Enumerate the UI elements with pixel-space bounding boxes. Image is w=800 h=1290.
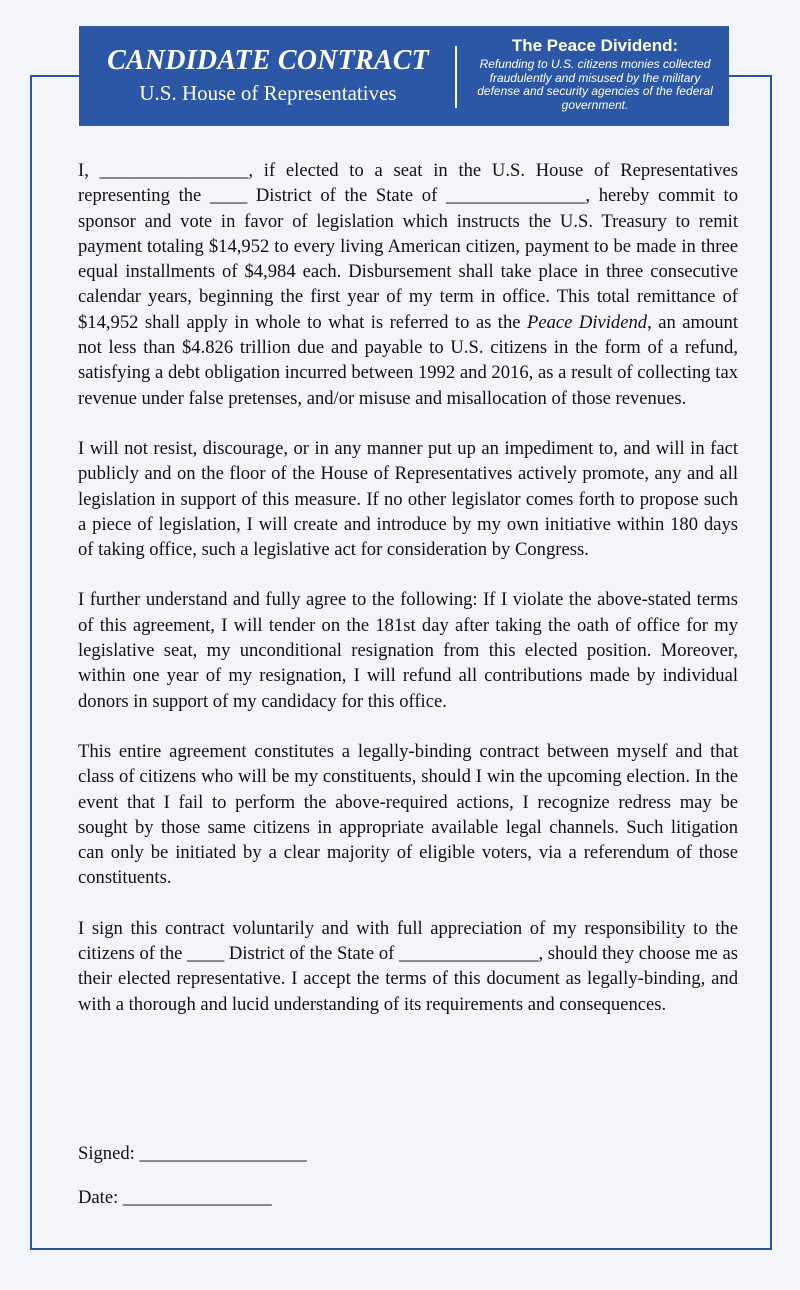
contract-paragraph-5: I sign this contract voluntarily and with full appreciation of my responsibility to the citizens of the ____ District of the State of _______________, should they choose me as their elected representative. I accept the terms of this document as legally-binding, and with a thorough and lucid understanding of its requirements and consequences. — [78, 917, 738, 1015]
header-banner — [79, 26, 729, 126]
date-label: Date: — [78, 1187, 119, 1208]
tagline-text: Refunding to U.S. citizens monies collected fraudulently and misused by the military defense and security agencies of the federal government. — [477, 57, 713, 112]
banner-tagline-block — [467, 36, 723, 112]
contract-paragraph-1 — [78, 158, 738, 411]
contract-paragraph-2: I will not resist, discourage, or in any manner put up an impediment to, and will in fact publicly and on the floor of the House of Representatives actively promote, any and all legislation in support of this measure. If no other legislator comes forth to propose such a piece of legislation, I will create and introduce by my own initiative within 180 days of taking office, such a legislative act for consideration by Congress. — [78, 437, 738, 561]
contract-paragraph-4: This entire agreement constitutes a legally-binding contract between myself and that class of citizens who will be my constituents, should I win the upcoming election. In the event that I fail to perform the above-required actions, I recognize redress may be sought by those same citizens in appropriate available legal channels. Such litigation can only be initiated by a clear majority of eligible voters, via a referendum of those constituents. — [78, 740, 738, 889]
signature-line — [78, 1141, 307, 1166]
peace-dividend-term: Peace Dividend — [527, 311, 648, 333]
banner-divider — [455, 46, 457, 108]
contract-paragraph-3: I further understand and fully agree to the following: If I violate the above-stated terms of this agreement, I will tender on the 181st day after taking the oath of office for my legislative seat, my unconditional resignation from this elected position. Moreover, within one year of my resignation, I will refund all contributions made by individual donors in support of my candidacy for this office. — [78, 589, 738, 712]
name-blank: I, ________________ — [78, 160, 249, 181]
date-blank: ________________ — [122, 1187, 272, 1208]
date-line — [78, 1185, 272, 1210]
name-blank-comma: , — [248, 160, 254, 181]
signed-blank: __________________ — [139, 1143, 307, 1164]
paragraph-1-text: if elected to a seat in the U.S. House of Representatives representing the ____ District of the State of _______________, hereby commit to sponsor and vote in favor of legislation which instructs the U.S. Treasury to remit payment totaling $14,952 to every living American citizen, payment to be made in three equal installments of $4,984 each. Disbursement shall take place in three consecutive calendar years, beginning the first year of my term in office. This total remittance of $14,952 shall apply in whole to what is referred to as the — [78, 160, 738, 333]
contract-body — [78, 158, 738, 1042]
document-subtitle: U.S. House of Representatives — [139, 81, 397, 105]
signed-label: Signed: — [78, 1143, 135, 1164]
paragraph-1-text-end: , an amount not less than $4.826 trillion due and payable to U.S. citizens in the form of a refund, satisfying a debt obligation incurred between 1992 and 2016, as a result of collecting tax revenue under false pretenses, and/or misuse and misallocation of those revenues. — [78, 311, 739, 409]
banner-title-block — [79, 26, 457, 126]
document-title: CANDIDATE CONTRACT — [107, 45, 429, 76]
tagline-title: The Peace Dividend: — [511, 36, 679, 55]
